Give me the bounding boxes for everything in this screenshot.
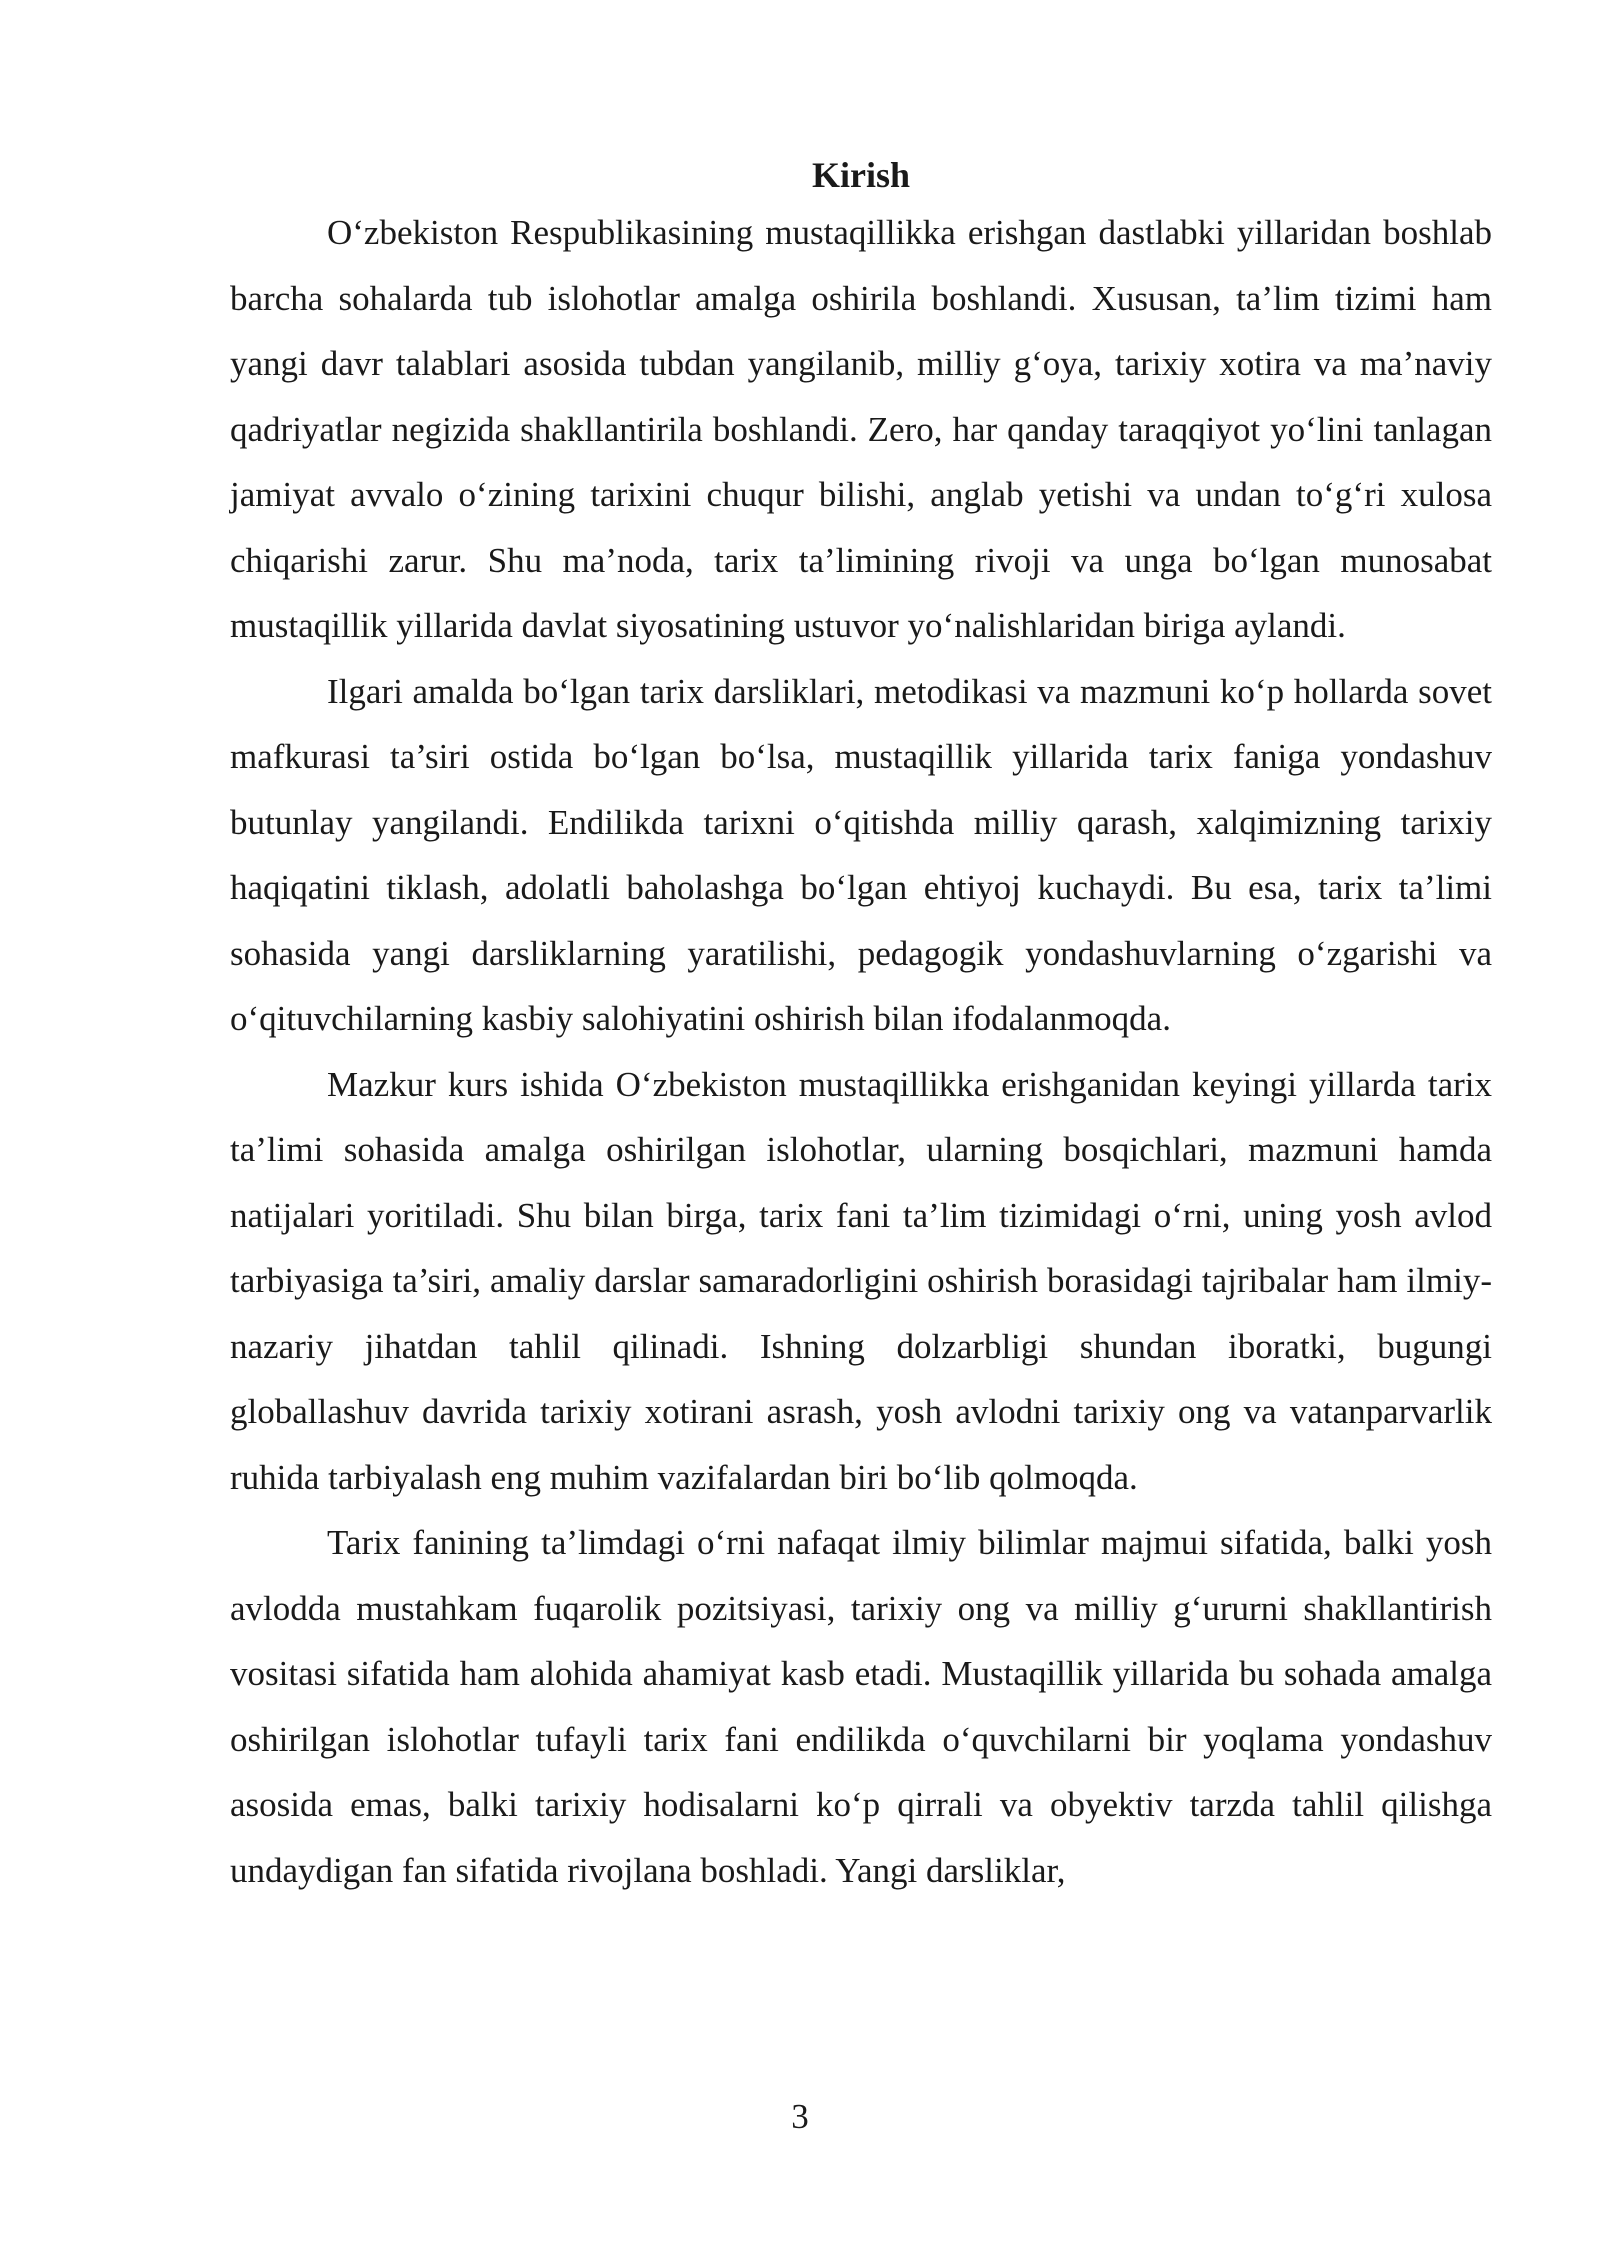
paragraph-3: Mazkur kurs ishida O‘zbekiston mustaqillikka erishganidan keyingi yillarda tarix ta’limi sohasida amalga oshirilgan islohotlar, ularning bosqichlari, mazmuni hamda natijalari yoritiladi. Shu bilan birga, tarix fani ta’lim tizimidagi o‘rni, uning yosh avlod tarbiyasiga ta’siri, amaliy darslar samaradorligini oshirish borasidagi tajribalar ham ilmiy-nazariy jihatdan tahlil qilinadi. Ishning dolzarbligi shundan iboratki, bugungi globallashuv davrida tarixiy xotirani asrash, yosh avlodni tarixiy ong va vatanparvarlik ruhida tarbiyalash eng muhim vazifalardan biri bo‘lib qolmoqda.: [230, 1064, 1492, 1497]
section-title: Kirish: [811, 155, 910, 195]
paragraph-4: Tarix fanining ta’limdagi o‘rni nafaqat ilmiy bilimlar majmui sifatida, balki yosh avlodda mustahkam fuqarolik pozitsiyasi, tarixiy ong va milliy g‘ururni shakllantirish vositasi sifatida ham alohida ahamiyat kasb etadi. Mustaqillik yillarida bu sohada amalga oshirilgan islohotlar tufayli tarix fani endilikda o‘quvchilarni bir yoqlama yondashuv asosida emas, balki tarixiy hodisalarni ko‘p qirrali va obyektiv tarzda tahlil qilishga undaydigan fan sifatida rivojlana boshladi. Yangi darsliklar,: [230, 1523, 1492, 1890]
page-content: [230, 150, 1492, 1903]
paragraph-1: O‘zbekiston Respublikasining mustaqillikka erishgan dastlabki yillaridan boshlab barcha sohalarda tub islohotlar amalga oshirila boshlandi. Xususan, ta’lim tizimi ham yangi davr talablari asosida tubdan yangilanib, milliy g‘oya, tarixiy xotira va ma’naviy qadriyatlar negizida shakllantirila boshlandi. Zero, har qanday taraqqiyot yo‘lini tanlagan jamiyat avvalo o‘zining tarixini chuqur bilishi, anglab yetishi va undan to‘g‘ri xulosa chiqarishi zarur. Shu ma’noda, tarix ta’limining rivoji va unga bo‘lgan munosabat mustaqillik yillarida davlat siyosatining ustuvor yo‘nalishlaridan biriga aylandi.: [230, 213, 1492, 645]
paragraph-2: Ilgari amalda bo‘lgan tarix darsliklari, metodikasi va mazmuni ko‘p hollarda sovet mafkurasi ta’siri ostida bo‘lgan bo‘lsa, mustaqillik yillarida tarix faniga yondashuv butunlay yangilandi. Endilikda tarixni o‘qitishda milliy qarash, xalqimizning tarixiy haqiqatini tiklash, adolatli baholashga bo‘lgan ehtiyoj kuchaydi. Bu esa, tarix ta’limi sohasida yangi darsliklarning yaratilishi, pedagogik yondashuvlarning o‘zgarishi va o‘qituvchilarning kasbiy salohiyatini oshirish bilan ifodalanmoqda.: [230, 671, 1492, 1038]
page-number: 3: [791, 2097, 809, 2136]
